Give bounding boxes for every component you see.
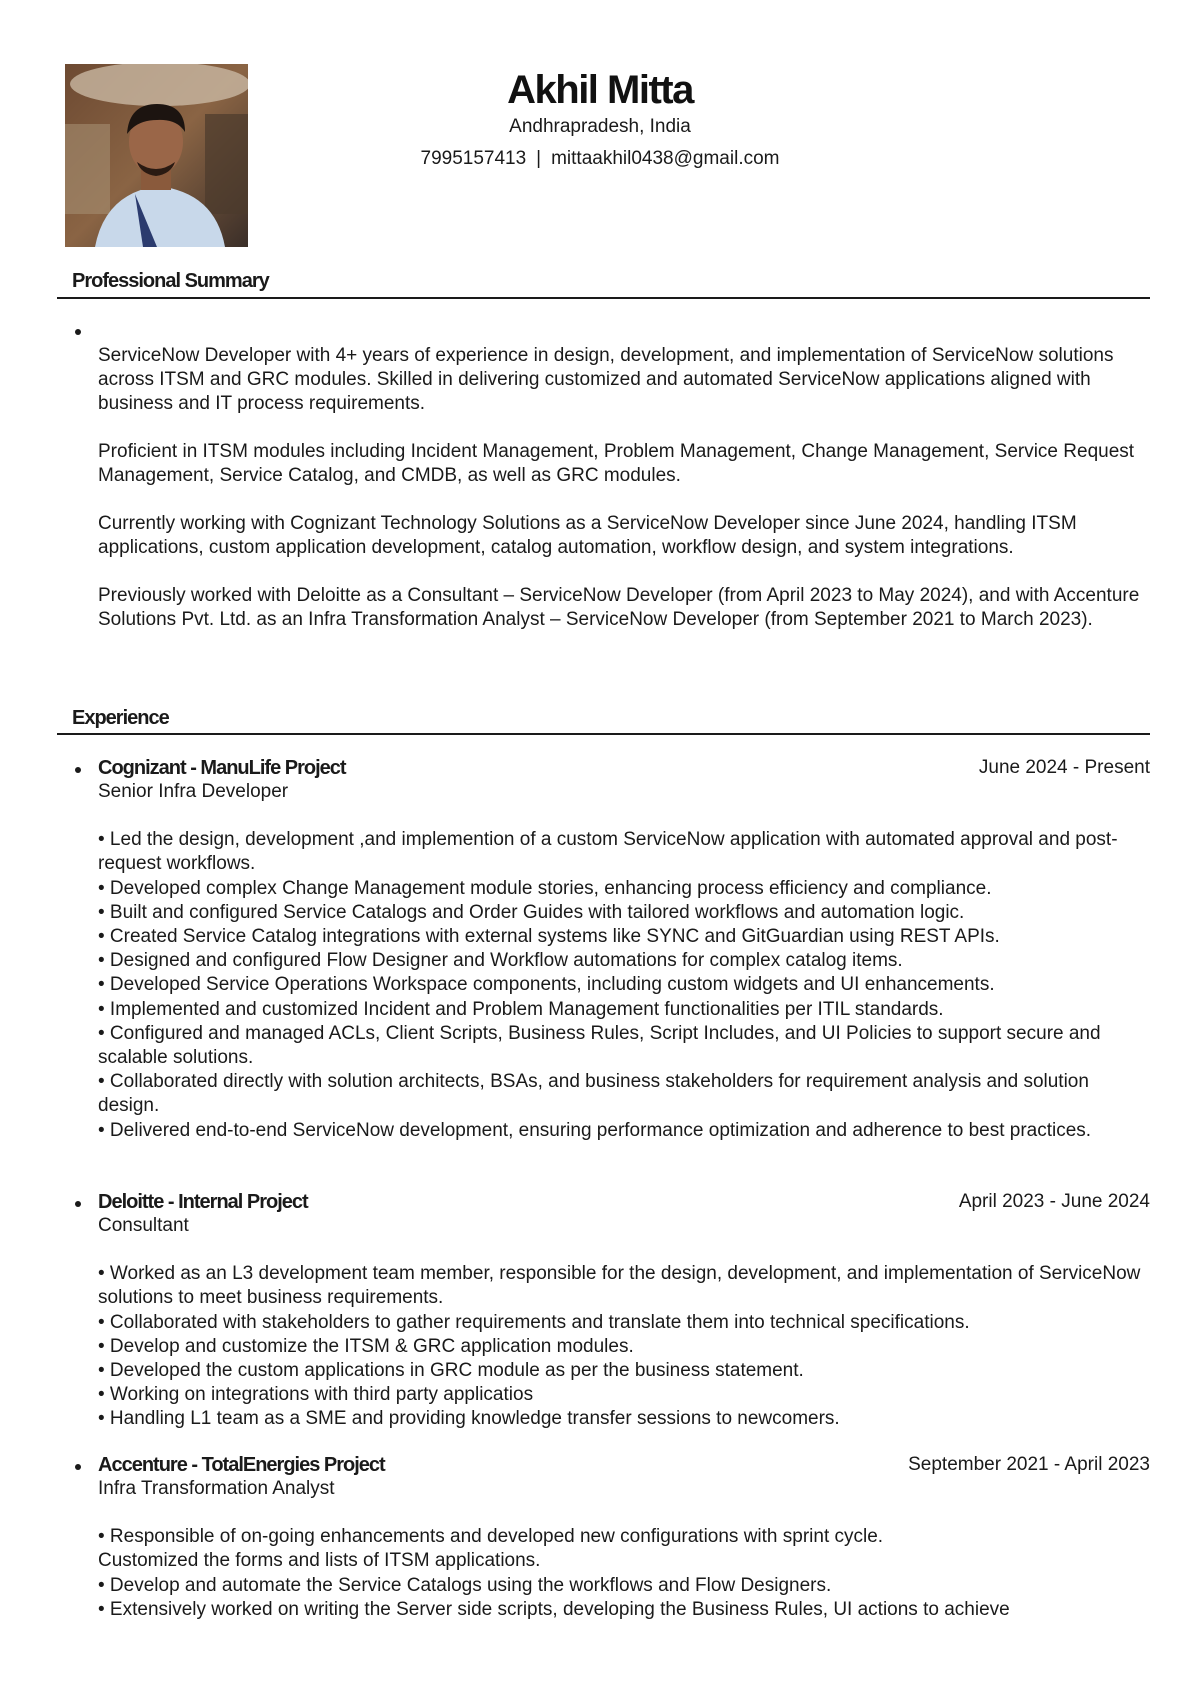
job-entry-deloitte bbox=[98, 1190, 1150, 1432]
job-duty: • Responsible of on-going enhancements and developed new configurations with sprint cycle. bbox=[98, 1526, 884, 1548]
job-duty: • Extensively worked on writing the Server side scripts, developing the Business Rules, UI actions to achieve bbox=[98, 1598, 1010, 1620]
summary-bullet bbox=[75, 329, 81, 335]
job-dates: April 2023 - June 2024 bbox=[958, 1191, 1150, 1212]
job-duty: • Worked as an L3 development team member, responsible for the design, development, and implementation of ServiceNow solutions to meet business requirements. bbox=[98, 1263, 1141, 1309]
job-duty: • Created Service Catalog integrations with external systems like SYNC and GitGuardian using REST APIs. bbox=[98, 926, 1000, 948]
experience-divider bbox=[57, 733, 1150, 735]
job-duty: • Delivered end-to-end ServiceNow development, ensuring performance optimization and adherence to best practices. bbox=[98, 1119, 1092, 1141]
summary-body bbox=[98, 344, 1158, 656]
job-dates: June 2024 - Present bbox=[978, 757, 1150, 778]
contact-line bbox=[0, 148, 1200, 170]
job-dates: September 2021 - April 2023 bbox=[908, 1454, 1150, 1475]
job-duty: • Implemented and customized Incident and Problem Management functionalities per ITIL standards. bbox=[98, 998, 944, 1020]
summary-heading: Professional Summary bbox=[72, 270, 269, 292]
candidate-location: Andhrapradesh, India bbox=[509, 116, 691, 137]
job-company: Cognizant - ManuLife Project bbox=[98, 757, 346, 779]
job-entry-accenture bbox=[98, 1453, 1150, 1622]
job-role: Senior Infra Developer bbox=[98, 781, 289, 802]
job-duty: • Designed and configured Flow Designer and Workflow automations for complex catalog items. bbox=[98, 950, 903, 972]
job-duty: • Led the design, development ,and implemention of a custom ServiceNow application with automated approval and post-request workflows. bbox=[98, 829, 1118, 875]
job-bullet bbox=[75, 1201, 81, 1207]
contact-separator: | bbox=[536, 148, 542, 169]
job-duty: • Collaborated directly with solution architects, BSAs, and business stakeholders for requirement analysis and solution design. bbox=[98, 1071, 1089, 1117]
job-role: Consultant bbox=[98, 1215, 189, 1236]
job-bullet bbox=[75, 767, 81, 773]
job-duty: • Developed Service Operations Workspace components, including custom widgets and UI enhancements. bbox=[98, 974, 995, 996]
summary-paragraph: Previously worked with Deloitte as a Consultant – ServiceNow Developer (from April 2023 to May 2024), and with Accenture Solutions Pvt. Ltd. as an Infra Transformation Analyst – ServiceNow Developer (from September 2021 to March 2023). bbox=[98, 585, 1140, 630]
job-duty: • Develop and automate the Service Catalogs using the workflows and Flow Designers. bbox=[98, 1574, 832, 1596]
job-duty: • Developed the custom applications in GRC module as per the business statement. bbox=[98, 1360, 804, 1382]
job-duty: • Configured and managed ACLs, Client Scripts, Business Rules, Script Includes, and UI Policies to support secure and scalable solutions. bbox=[98, 1022, 1101, 1069]
phone-number: 7995157413 bbox=[420, 148, 527, 169]
job-duty: • Collaborated with stakeholders to gather requirements and translate them into technical specifications. bbox=[98, 1311, 970, 1333]
job-bullet bbox=[75, 1464, 81, 1470]
job-duty: • Develop and customize the ITSM & GRC application modules. bbox=[98, 1335, 634, 1357]
email-address: mittaakhil0438@gmail.com bbox=[551, 148, 780, 169]
experience-heading: Experience bbox=[72, 707, 169, 729]
job-company: Deloitte - Internal Project bbox=[98, 1191, 308, 1213]
job-duty: • Built and configured Service Catalogs and Order Guides with tailored workflows and automation logic. bbox=[98, 901, 965, 923]
job-duty: • Working on integrations with third party applicatios bbox=[98, 1384, 534, 1406]
summary-paragraph: Currently working with Cognizant Technology Solutions as a ServiceNow Developer since June 2024, handling ITSM applications, custom application development, catalog automation, workflow design, and system integrations. bbox=[98, 513, 1077, 558]
job-duty: • Developed complex Change Management module stories, enhancing process efficiency and compliance. bbox=[98, 877, 992, 899]
job-duty: • Handling L1 team as a SME and providing knowledge transfer sessions to newcomers. bbox=[98, 1408, 840, 1430]
job-company: Accenture - TotalEnergies Project bbox=[98, 1454, 385, 1476]
summary-paragraph: ServiceNow Developer with 4+ years of experience in design, development, and implementation of ServiceNow solutions across ITSM and GRC modules. Skilled in delivering customized and automated ServiceNow applications aligned with business and IT process requirements. bbox=[98, 345, 1114, 414]
summary-paragraph: Proficient in ITSM modules including Incident Management, Problem Management, Change Management, Service Request Management, Service Catalog, and CMDB, as well as GRC modules. bbox=[98, 441, 1135, 486]
candidate-name: Akhil Mitta bbox=[507, 68, 693, 112]
job-duty: Customized the forms and lists of ITSM applications. bbox=[98, 1550, 541, 1572]
summary-divider bbox=[57, 297, 1150, 299]
job-role: Infra Transformation Analyst bbox=[98, 1478, 335, 1499]
job-entry-cognizant bbox=[98, 756, 1150, 1143]
